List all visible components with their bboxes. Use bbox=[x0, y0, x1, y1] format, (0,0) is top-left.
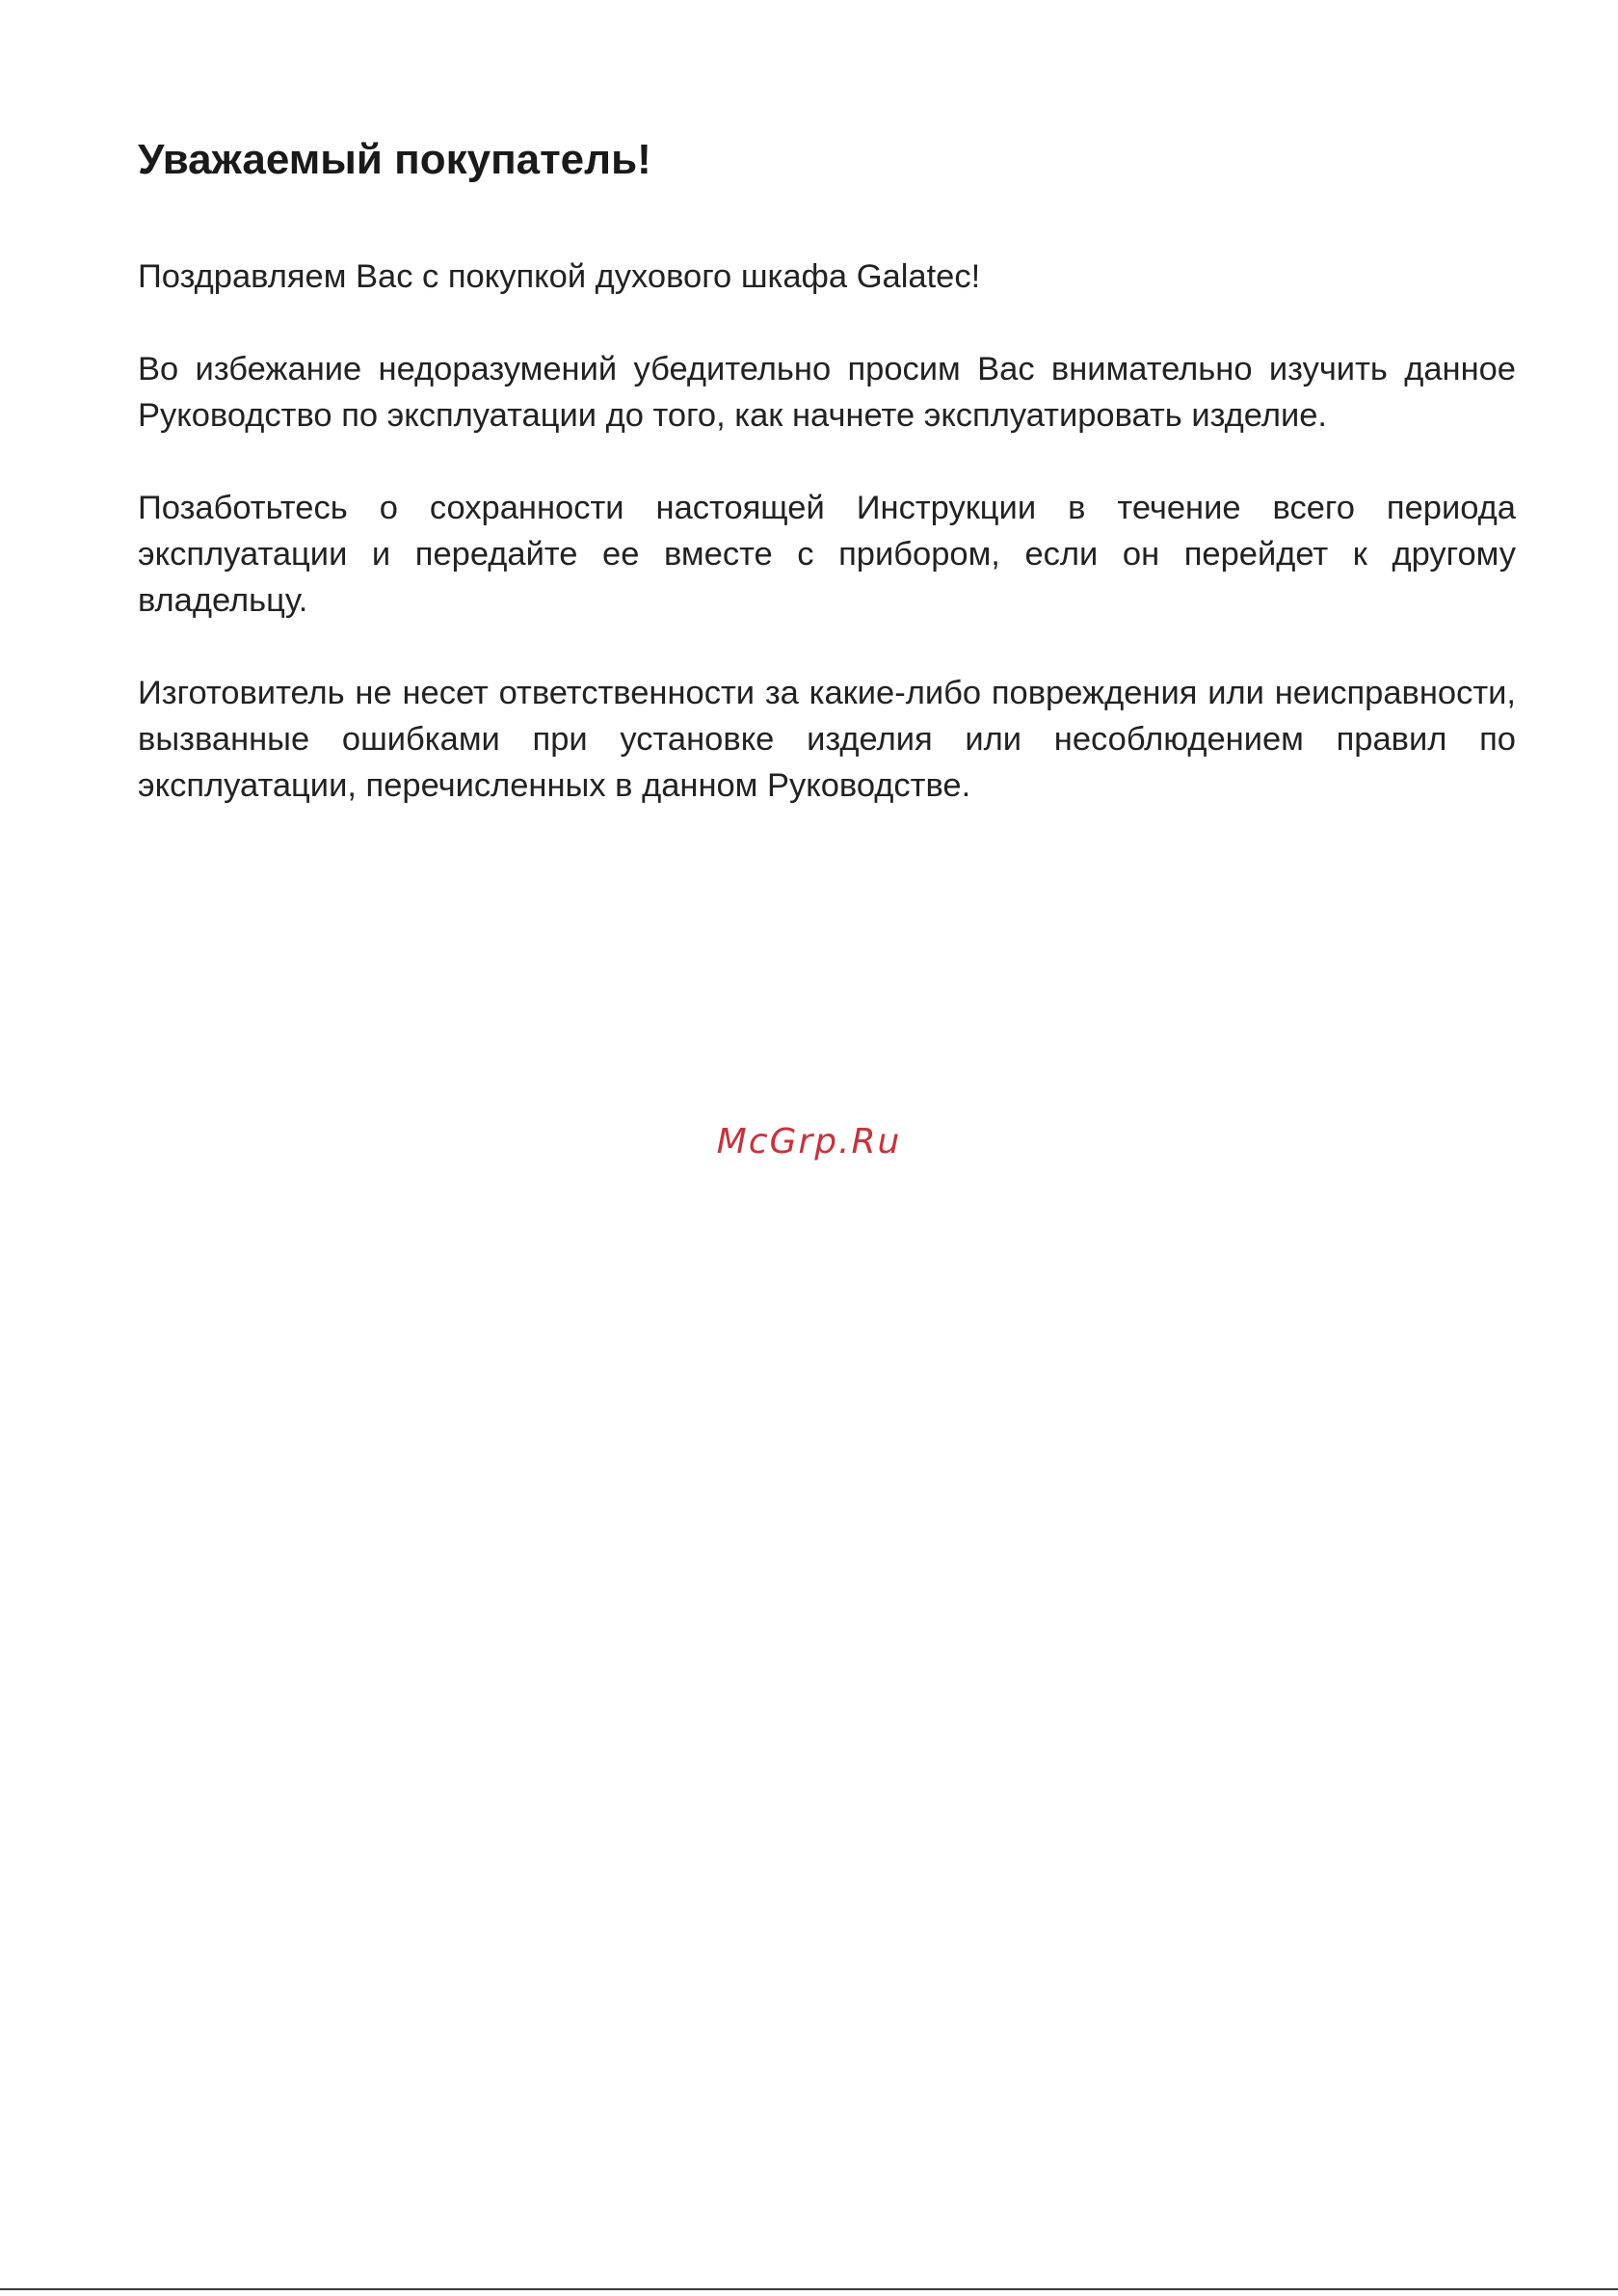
paragraph-congratulations: Поздравляем Вас с покупкой духового шкафа Galatec! bbox=[138, 257, 981, 295]
watermark-text: McGrp.Ru bbox=[716, 1122, 902, 1161]
paragraph-read-manual: Во избежание недоразумений убедительно просим Вас внимательно изучить данное Руководство по эксплуатации до того, как начнете эксплуатировать изделие. bbox=[138, 350, 1516, 434]
paragraph-keep-instructions: Позаботьтесь о сохранности настоящей Инструкции в течение всего периода эксплуатации и передайте ее вместе с прибором, если он перейдет к другому владельцу. bbox=[138, 489, 1516, 619]
bottom-divider bbox=[0, 2288, 1618, 2290]
paragraph-liability: Изготовитель не несет ответственности за какие-либо повреждения или неисправности, вызванные ошибками при установке изделия или несоблюдением правил по эксплуатации, перечисленных в данном Руководстве. bbox=[138, 674, 1516, 804]
document-body bbox=[138, 135, 1516, 855]
page-title: Уважаемый покупатель! bbox=[138, 136, 651, 183]
